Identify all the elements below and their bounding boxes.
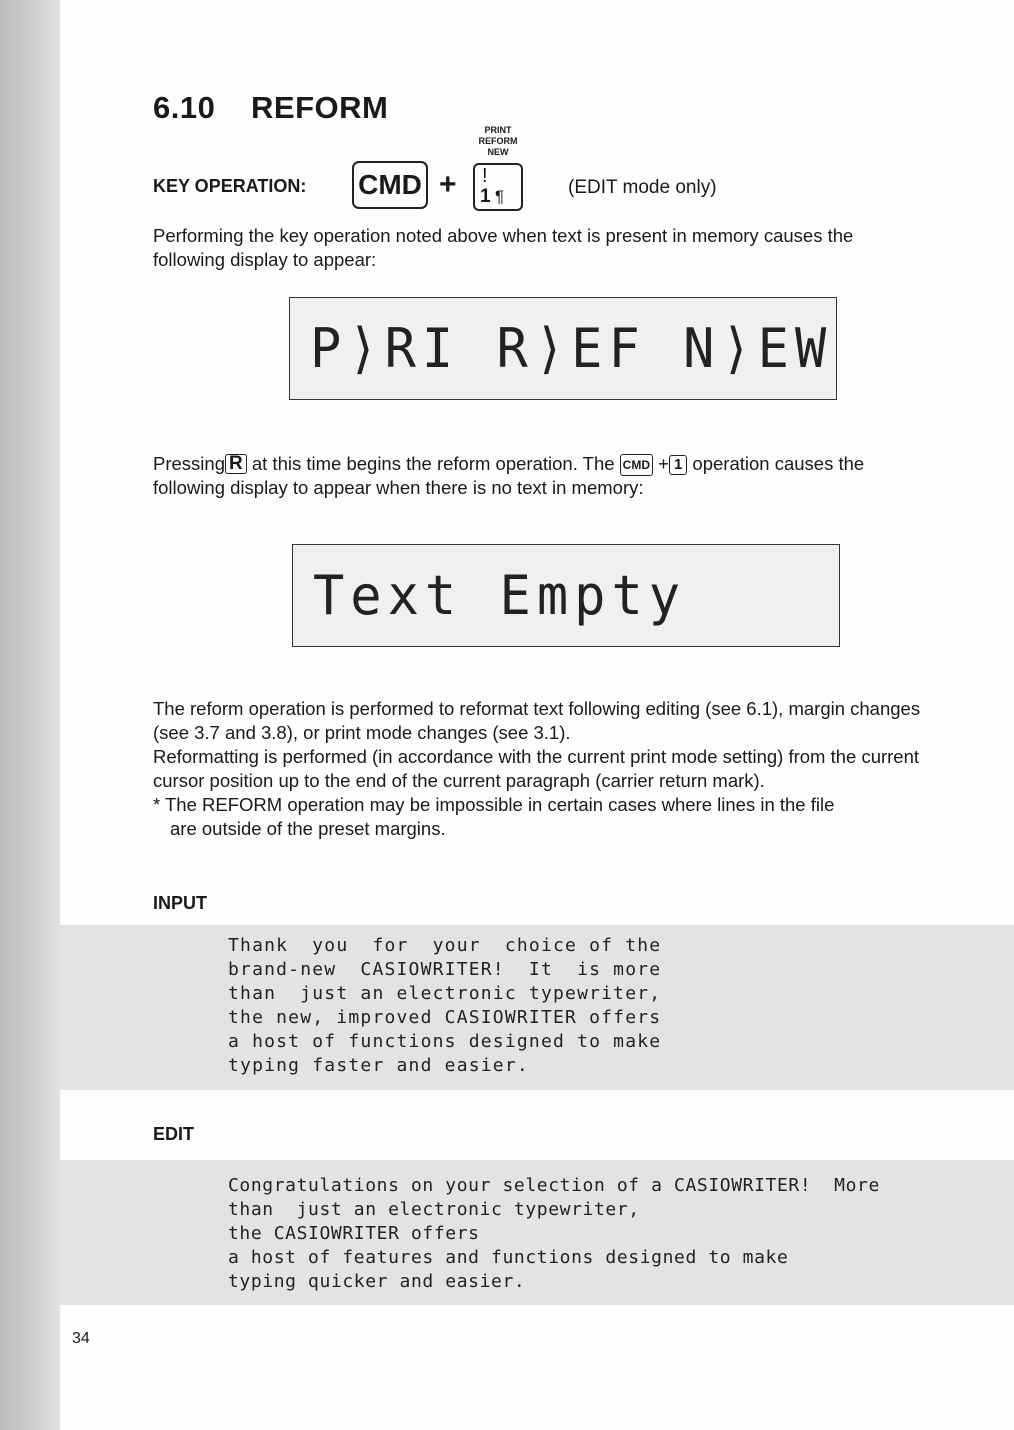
edit-line: typing quicker and easier. [228, 1271, 526, 1292]
input-line: the new, improved CASIOWRITER offers [228, 1007, 662, 1028]
reform-description-line1: The reform operation is performed to reformat text following editing (see 6.1), margin changes (see 3.7 and 3.8), or print mode changes (see 3.1). [153, 698, 921, 743]
key-function-labels [468, 125, 528, 158]
key-one-top-symbol: ! [482, 165, 488, 187]
edit-line: the CASIOWRITER offers [228, 1223, 480, 1244]
pressing-text-before: Pressing [153, 453, 225, 474]
input-line: a host of functions designed to make [228, 1031, 662, 1052]
key-one-digit: 1 [480, 186, 491, 207]
function-label-reform: REFORM [478, 136, 518, 146]
section-title: REFORM [251, 90, 389, 125]
intro-paragraph: Performing the key operation noted above when text is present in memory causes the following display to appear: [153, 225, 854, 270]
input-label: INPUT [153, 893, 207, 913]
input-sample-text [228, 934, 661, 1078]
lcd-display-empty [292, 544, 840, 647]
input-line: brand-new CASIOWRITER! It is more [228, 959, 662, 980]
reform-note-continuation: are outside of the preset margins. [170, 818, 446, 839]
edit-line: than just an electronic typewriter, [228, 1199, 640, 1220]
edit-mode-note: (EDIT mode only) [568, 177, 717, 198]
pressing-text-middle: at this time begins the reform operation. The [251, 453, 615, 474]
reform-description [153, 697, 923, 841]
plus-sign: + [439, 168, 457, 201]
function-label-new: NEW [487, 147, 509, 157]
edit-line: a host of features and functions designed to make [228, 1247, 789, 1268]
section-number: 6.10 [153, 90, 216, 125]
input-line: typing faster and easier. [228, 1055, 529, 1076]
key-operation-label: KEY OPERATION: [153, 176, 307, 196]
lcd-menu-text: P⟩RI R⟩EF N⟩EW [310, 317, 833, 380]
one-key-icon [473, 163, 523, 211]
page-number: 34 [72, 1330, 90, 1347]
cmd-key-icon: CMD [352, 161, 428, 209]
section-heading [153, 90, 388, 126]
pressing-paragraph [153, 452, 923, 500]
page-binding-edge [0, 0, 60, 1430]
r-key-icon: R [225, 454, 247, 474]
function-label-print: PRINT [484, 125, 512, 135]
edit-line: Congratulations on your selection of a CASIOWRITER! More [228, 1175, 880, 1196]
input-line: than just an electronic typewriter, [228, 983, 662, 1004]
plus-inline: + [658, 453, 669, 474]
edit-label: EDIT [153, 1124, 195, 1144]
input-line: Thank you for your choice of the [228, 935, 662, 956]
lcd-display-menu [289, 297, 837, 400]
pressing-text-after: operation causes the following display to appear when there is no text in memory: [153, 453, 865, 498]
reform-note: * The REFORM operation may be impossible in certain cases where lines in the file [153, 794, 835, 815]
one-key-inline-icon: 1 [669, 455, 687, 475]
cmd-key-inline-icon: CMD [620, 454, 653, 476]
reform-description-line2: Reformatting is performed (in accordance with the current print mode setting) from the current cursor position up to the end of the current paragraph (carrier return mark). [153, 746, 920, 791]
edit-sample-text [228, 1174, 880, 1294]
key-one-paragraph-symbol: ¶ [495, 187, 505, 206]
lcd-empty-text: Text Empty [313, 564, 687, 627]
